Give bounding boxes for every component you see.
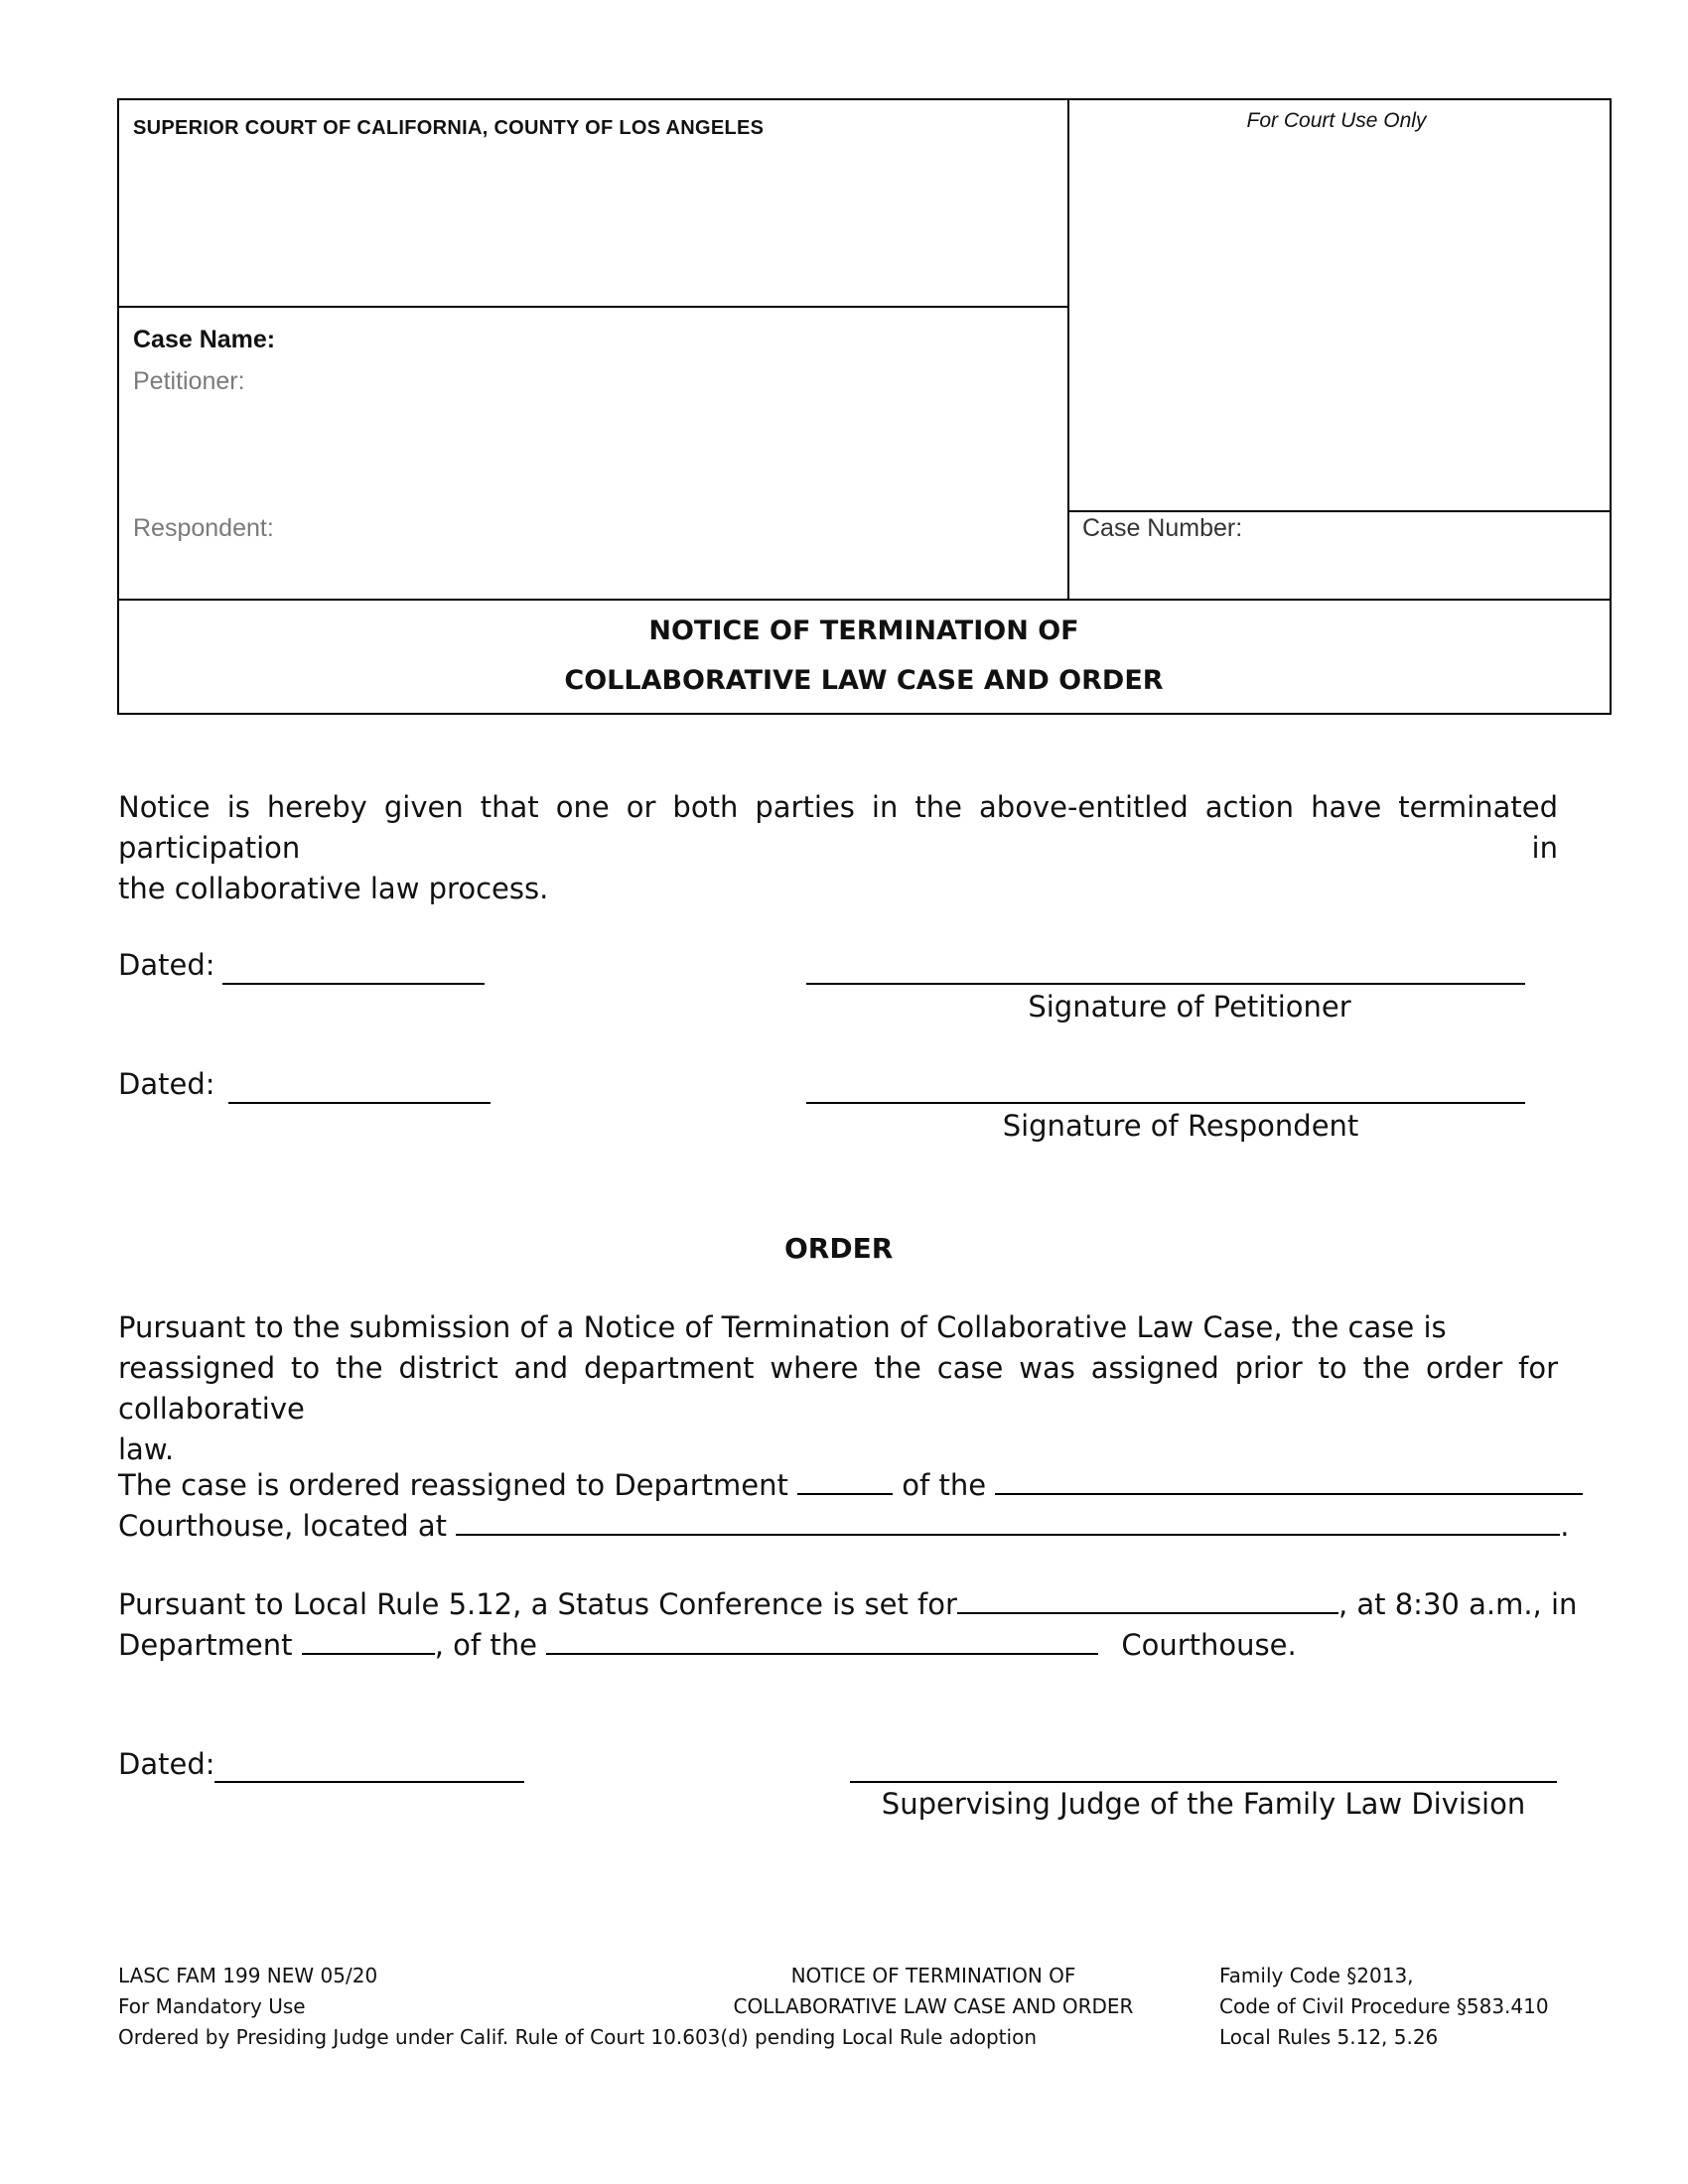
petitioner-date-line[interactable] (222, 983, 485, 985)
notice-paragraph (118, 787, 1558, 909)
judge-signature-line[interactable] (850, 1781, 1557, 1783)
petitioner-signature-label: Signature of Petitioner (1028, 990, 1351, 1024)
petitioner-dated-label: Dated: (118, 948, 215, 982)
reassign-text2: of the (902, 1468, 987, 1502)
respondent-signature-line[interactable] (806, 1102, 1525, 1104)
petitioner-signature-line[interactable] (806, 983, 1525, 985)
box-vertical-divider (1067, 98, 1069, 600)
status-conference-line (118, 1586, 1578, 1621)
status-text2: , at 8:30 a.m., in (1337, 1587, 1578, 1621)
order-date-line[interactable] (214, 1781, 524, 1783)
footer-ordered-by: Ordered by Presiding Judge under Calif. Rule of Court 10.603(d) pending Local Rule adoption (118, 2025, 1037, 2049)
petitioner-field[interactable]: Petitioner: (133, 367, 245, 395)
notice-line2: the collaborative law process. (118, 872, 549, 905)
courthouse-address-blank[interactable] (456, 1508, 1560, 1536)
status-date-blank[interactable] (957, 1586, 1338, 1614)
footer-civil-procedure: Code of Civil Procedure §583.410 (1219, 1994, 1549, 2018)
status-date-group (957, 1586, 1577, 1621)
footer-form-number: LASC FAM 199 NEW 05/20 (118, 1964, 378, 1987)
respondent-dated-label: Dated: (118, 1067, 215, 1101)
box-top-border (117, 98, 1612, 100)
box-court-divider (117, 306, 1069, 308)
footer-family-code: Family Code §2013, (1219, 1964, 1414, 1987)
footer-mandatory-use: For Mandatory Use (118, 1994, 306, 2018)
footer-local-rules: Local Rules 5.12, 5.26 (1219, 2025, 1439, 2049)
reassign-department-blank[interactable] (797, 1467, 893, 1495)
order-line3: law. (118, 1433, 175, 1466)
judge-signature-label: Supervising Judge of the Family Law Division (881, 1787, 1526, 1821)
respondent-field[interactable]: Respondent: (133, 514, 274, 542)
box-title-divider (117, 599, 1612, 601)
order-heading: ORDER (784, 1232, 894, 1265)
order-paragraph (118, 1307, 1558, 1470)
footer-title-line2: COLLABORATIVE LAW CASE AND ORDER (733, 1994, 1134, 2018)
status-department-blank[interactable] (302, 1627, 435, 1655)
department-label: Department (118, 1628, 293, 1662)
reassign-text1: The case is ordered reassigned to Department (118, 1468, 788, 1502)
courthouse-text: Courthouse. (1121, 1628, 1297, 1662)
court-name: SUPERIOR COURT OF CALIFORNIA, COUNTY OF LOS ANGELES (133, 117, 765, 139)
reassign-line (118, 1467, 1583, 1502)
reassign-courthouse-blank[interactable] (995, 1467, 1583, 1495)
courthouse-located-text: Courthouse, located at (118, 1509, 448, 1543)
case-name-label: Case Name: (133, 326, 276, 353)
footer-right (1219, 1961, 1549, 2053)
box-case-number-divider (1067, 510, 1612, 512)
respondent-date-line[interactable] (228, 1102, 491, 1104)
status-department-line (118, 1627, 1297, 1662)
form-title-line1: NOTICE OF TERMINATION OF (648, 615, 1079, 646)
footer-center (725, 1961, 1142, 2022)
of-the-text: , of the (434, 1628, 537, 1662)
address-period: . (1560, 1509, 1570, 1543)
box-right-border (1610, 98, 1612, 715)
order-dated-label: Dated: (118, 1747, 215, 1781)
courthouse-location-line (118, 1508, 1570, 1543)
order-line1: Pursuant to the submission of a Notice of Termination of Collaborative Law Case, the case is (118, 1310, 1447, 1344)
footer-title-line1: NOTICE OF TERMINATION OF (790, 1964, 1076, 1987)
form-title-line2: COLLABORATIVE LAW CASE AND ORDER (564, 665, 1164, 696)
status-courthouse-blank[interactable] (546, 1627, 1098, 1655)
order-line2: reassigned to the district and department where the case was assigned prior to the order for collaborative (118, 1351, 1558, 1426)
respondent-signature-label: Signature of Respondent (1002, 1109, 1359, 1143)
case-number-field[interactable]: Case Number: (1082, 514, 1243, 542)
status-text1: Pursuant to Local Rule 5.12, a Status Conference is set for (118, 1587, 957, 1621)
box-bottom-border (117, 713, 1612, 715)
notice-line1: Notice is hereby given that one or both parties in the above-entitled action have terminated participation in (118, 790, 1558, 865)
court-use-only-label: For Court Use Only (1246, 109, 1427, 132)
